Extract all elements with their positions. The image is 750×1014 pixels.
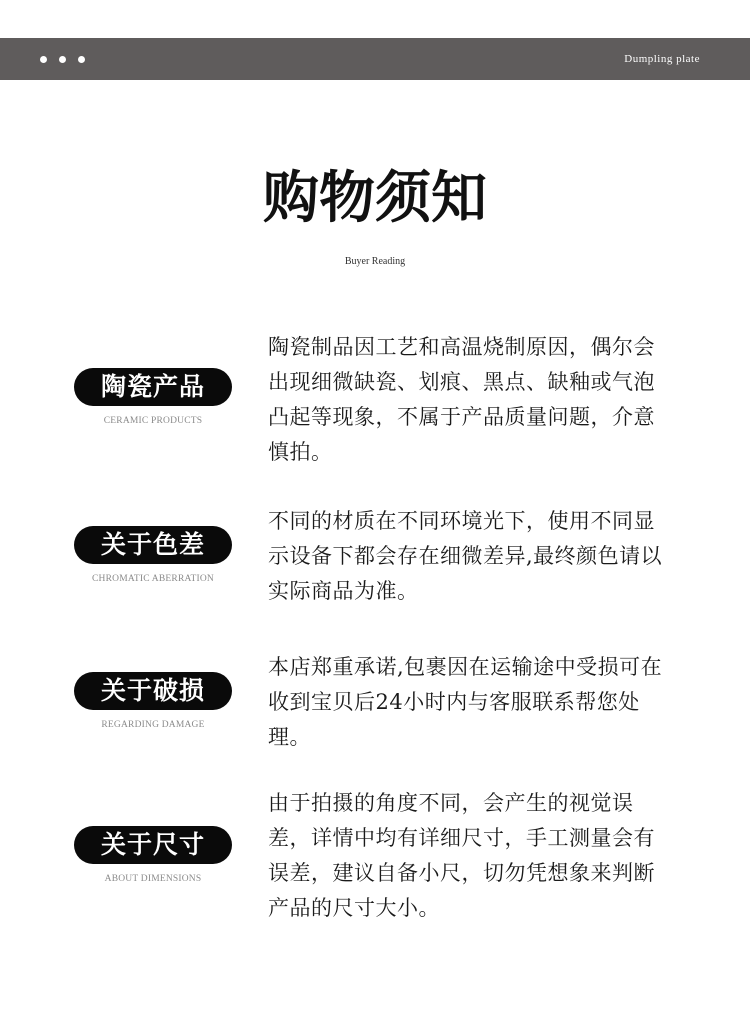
section-label-group: [74, 368, 232, 426]
section-pill: 关于色差: [74, 526, 232, 564]
section-text: 陶瓷制品因工艺和高温烧制原因，偶尔会出现细微缺瓷、划痕、黑点、缺釉或气泡凸起等现象，不属于产品质量问题，介意慎拍。: [268, 335, 655, 464]
section-text: 由于拍摄的角度不同，会产生的视觉误差，详情中均有详细尺寸，手工测量会有误差，建议自备小尺，切勿凭想象来判断产品的尺寸大小。: [268, 791, 655, 920]
header-title: Dumpling plate: [624, 53, 700, 65]
dot-icon: [78, 56, 85, 63]
section-pill: 陶瓷产品: [74, 368, 232, 406]
section-sublabel: CERAMIC PRODUCTS: [103, 416, 203, 426]
section-ceramic-products: [0, 330, 750, 470]
section-text: 本店郑重承诺,包裹因在运输途中受损可在收到宝贝后24小时内与客服联系帮您处理。: [268, 655, 663, 749]
top-bar: [0, 38, 750, 80]
window-dots: [40, 56, 85, 63]
section-pill: 关于破损: [74, 672, 232, 710]
section-label-group: [74, 672, 232, 730]
page-title: 购物须知: [263, 165, 487, 231]
section-regarding-damage: [0, 650, 750, 790]
section-pill: 关于尺寸: [74, 826, 232, 864]
section-label-group: [74, 526, 232, 584]
dot-icon: [59, 56, 66, 63]
section-text: 不同的材质在不同环境光下，使用不同显示设备下都会存在细微差异,最终颜色请以实际商品为准。: [268, 509, 663, 603]
page-subtitle: Buyer Reading: [344, 256, 406, 267]
section-sublabel: REGARDING DAMAGE: [101, 720, 205, 730]
section-chromatic-aberration: [0, 504, 750, 644]
section-sublabel: CHROMATIC ABERRATION: [92, 574, 214, 584]
section-sublabel: ABOUT DIMENSIONS: [104, 874, 202, 884]
section-label-group: [74, 826, 232, 884]
hero: [0, 160, 750, 267]
section-about-dimensions: [0, 786, 750, 926]
dot-icon: [40, 56, 47, 63]
